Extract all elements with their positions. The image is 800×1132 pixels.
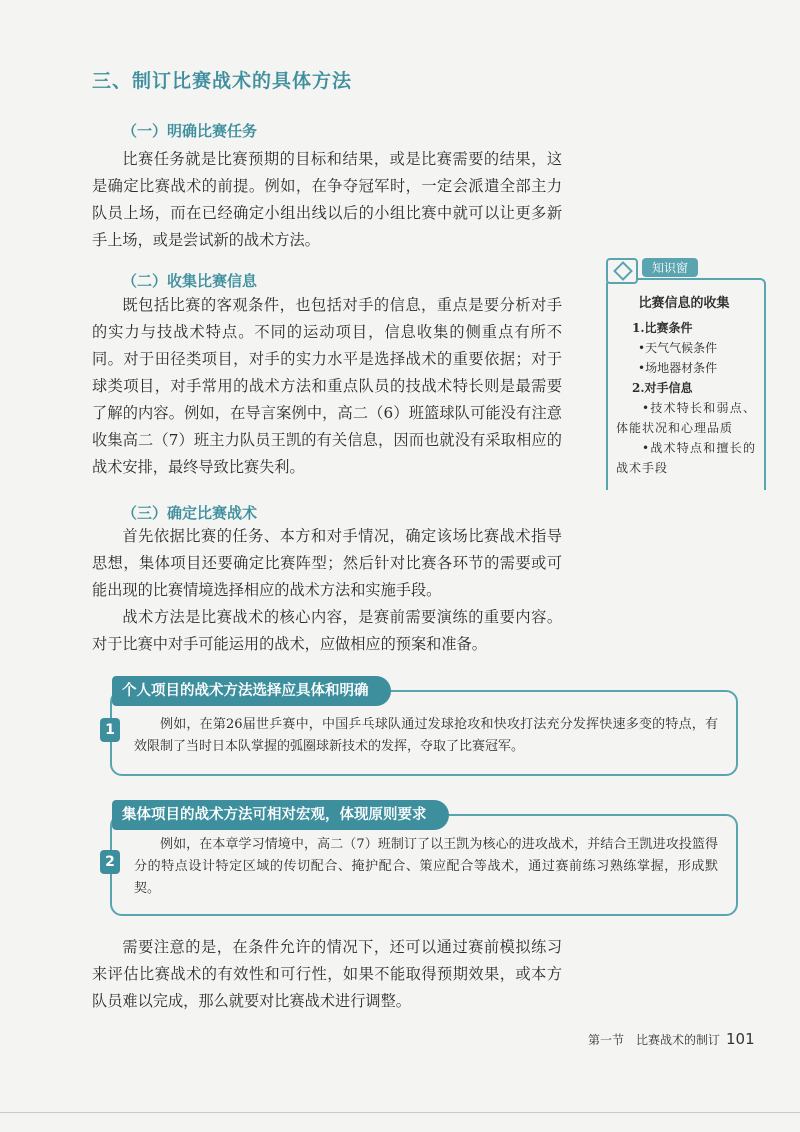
- paragraph-info: 既包括比赛的客观条件，也包括对手的信息，重点是要分析对手的实力与技战术特点。不同的运动项目，信息收集的侧重点有所不同。对于田径类项目，对手的实力水平是选择战术的重要依据；对于球类项目，对手常用的战术方法和重点队员的技战术特长则是最需要了解的内容。例如，在导言案例中，高二（6）班篮球队可能没有注意收集高二（7）班主力队员王凯的有关信息，因而也就没有采取相应的战术安排，最终导致比赛失利。: [92, 296, 562, 476]
- list-item: •场地器材条件: [638, 361, 718, 375]
- page-footer: [588, 1030, 755, 1048]
- case-number-1: 1: [100, 718, 120, 742]
- case-box-1: [105, 683, 738, 776]
- paragraph-tactic-1: 首先依据比赛的任务、本方和对手情况，确定该场比赛战术指导思想，集体项目还要确定比赛阵型；然后针对比赛各环节的需要或可能出现的比赛情境选择相应的战术方法和实施手段。: [92, 527, 562, 599]
- knowledge-window-list: [616, 318, 756, 478]
- list-item: •战术特点和擅长的战术手段: [616, 441, 756, 475]
- case-title-2: 集体项目的战术方法可相对宏观，体现原则要求: [112, 800, 449, 830]
- knowledge-window-tag: 知识窗: [642, 258, 698, 277]
- case-title-1: 个人项目的战术方法选择应具体和明确: [112, 676, 391, 706]
- case-text-2: 例如，在本章学习情境中，高二（7）班制订了以王凯为核心的进攻战术，并结合王凯进攻投篮得分的特点设计特定区域的传切配合、掩护配合、策应配合等战术，通过赛前练习熟练掌握，形成默契。: [134, 837, 718, 896]
- case-text-1: 例如，在第26届世乒赛中，中国乒乓球队通过发球抢攻和快攻打法充分发挥快速多变的特点，有效限制了当时日本队掌握的弧圈球新技术的发挥，夺取了比赛冠军。: [134, 717, 718, 754]
- subsection-title-3: （三）确定比赛战术: [122, 504, 258, 522]
- paragraph-tactic-2: 战术方法是比赛战术的核心内容，是赛前需要演练的重要内容。对于比赛中对手可能运用的战术，应做相应的预案和准备。: [92, 608, 562, 653]
- knowledge-window-title: 比赛信息的收集: [638, 296, 730, 311]
- section-heading: 三、制订比赛战术的具体方法: [92, 70, 353, 92]
- case-number-2: 2: [100, 850, 120, 874]
- list-item: 2.对手信息: [632, 381, 693, 395]
- list-item: •技术特长和弱点、体能状况和心理品质: [616, 401, 756, 435]
- diamond-icon: [606, 258, 638, 284]
- subsection-title-2: （二）收集比赛信息: [122, 272, 258, 290]
- list-item: •天气气候条件: [638, 341, 718, 355]
- subsection-title-1: （一）明确比赛任务: [122, 122, 258, 140]
- paragraph-task: 比赛任务就是比赛预期的目标和结果，或是比赛需要的结果，这是确定比赛战术的前提。例如，在争夺冠军时，一定会派遣全部主力队员上场，而在已经确定小组出线以后的小组比赛中就可以让更多新手上场，或是尝试新的战术方法。: [92, 150, 562, 249]
- page-number: 101: [726, 1030, 755, 1048]
- knowledge-window: [606, 258, 764, 490]
- case-box-2: [105, 807, 738, 916]
- paragraph-closing: 需要注意的是，在条件允许的情况下，还可以通过赛前模拟练习来评估比赛战术的有效性和可行性，如果不能取得预期效果，或本方队员难以完成，那么就要对比赛战术进行调整。: [92, 938, 562, 1010]
- bottom-rule: [0, 1112, 800, 1113]
- footer-section: 第一节 比赛战术的制订: [588, 1033, 721, 1047]
- list-item: 1.比赛条件: [632, 321, 693, 335]
